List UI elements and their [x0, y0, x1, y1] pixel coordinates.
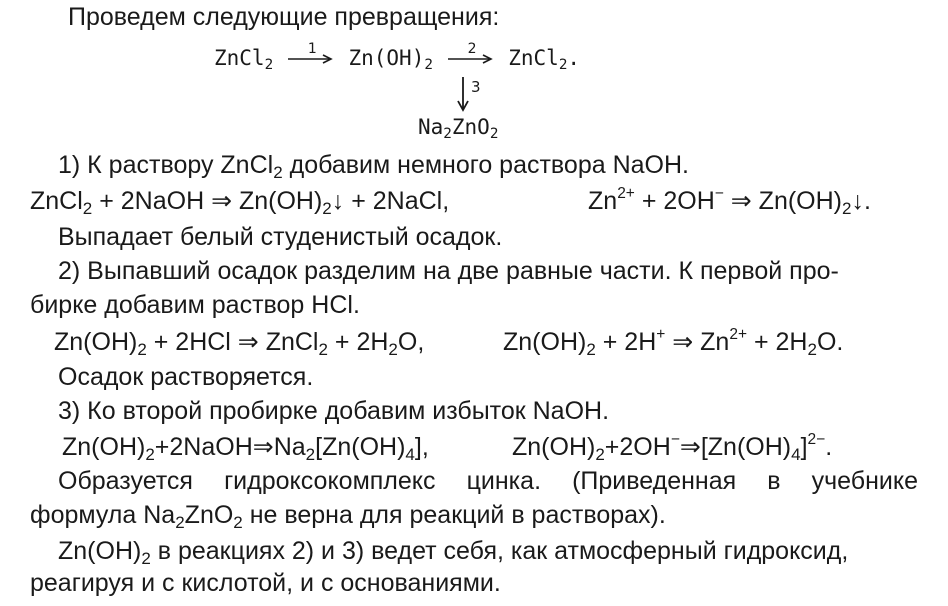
step2-ionic-equation: $Zn(OH)_2 + 2H^+$ ⇒ $Zn^{2+} + 2H_2O$. [503, 325, 844, 359]
conclusion-line1: $Zn(OH)_2$ в реакциях 2) и 3) ведет себя, как атмосферный гидроксид, [58, 537, 849, 568]
step2-line1: 2) Выпавший осадок разделим на две равные части. К первой про- [58, 257, 839, 285]
step1-ionic-equation: $Zn^{2+} + 2OH^-$ ⇒ $Zn(OH)_2↓$. [588, 184, 871, 218]
right-arrow-icon [446, 53, 496, 65]
scheme-arrow-2 [446, 41, 496, 69]
scheme-zncl2: ZnCl$_2$ [214, 46, 274, 73]
scheme-title: Проведем следующие превращения: [68, 3, 500, 31]
step1-note: Выпадает белый студенистый осадок. [58, 223, 503, 251]
scheme-zncl2-product: ZnCl$_2$. [508, 46, 581, 73]
step3-text: 3) Ко второй пробирке добавим избыток NaOH. [58, 397, 610, 425]
scheme-row [214, 43, 580, 73]
step2-note: Осадок растворяется. [58, 363, 314, 391]
step2-molecular-equation: $Zn(OH)_2 + 2HCl$ ⇒ ZnCl$_2$ + $2H_2O$, [54, 328, 425, 359]
scheme-arrow-1 [286, 41, 336, 69]
arrow-1-label: 1 [307, 41, 317, 57]
down-arrow-icon [456, 76, 470, 112]
step1-molecular-equation: ZnCl$_2$ + 2NaOH ⇒ $Zn(OH)_2↓$ + 2NaCl, [30, 187, 450, 218]
step3-paragraph-line1: Образуется гидроксокомплекс цинка. (Приведенная в учебнике [58, 467, 918, 495]
step3-ionic-equation: $Zn(OH)_2+2OH^-\Rightarrow[Zn(OH)_4]^{2-}$. [512, 430, 833, 464]
step1-text: 1) К раствору ZnCl$_2$ добавим немного раствора NaOH. [58, 151, 689, 182]
arrow-2-label: 2 [467, 41, 477, 57]
right-arrow-icon [286, 53, 336, 65]
step2-line2: бирке добавим раствор HCl. [30, 291, 360, 319]
step3-molecular-equation: $Zn(OH)_2+2NaOH\Rightarrow Na_2[Zn(OH)_4]$, [62, 433, 429, 464]
scheme-znoh2: $Zn(OH)_2$ [348, 46, 433, 73]
step3-paragraph-line2: формула $Na_2ZnO_2$ не верна для реакций в растворах). [30, 501, 666, 532]
conclusion-line2: реагируя и с кислотой, и с основаниями. [30, 569, 501, 597]
scheme-na2zno2: $Na_2ZnO_2$ [418, 115, 499, 142]
arrow-3-label: 3 [471, 78, 481, 96]
